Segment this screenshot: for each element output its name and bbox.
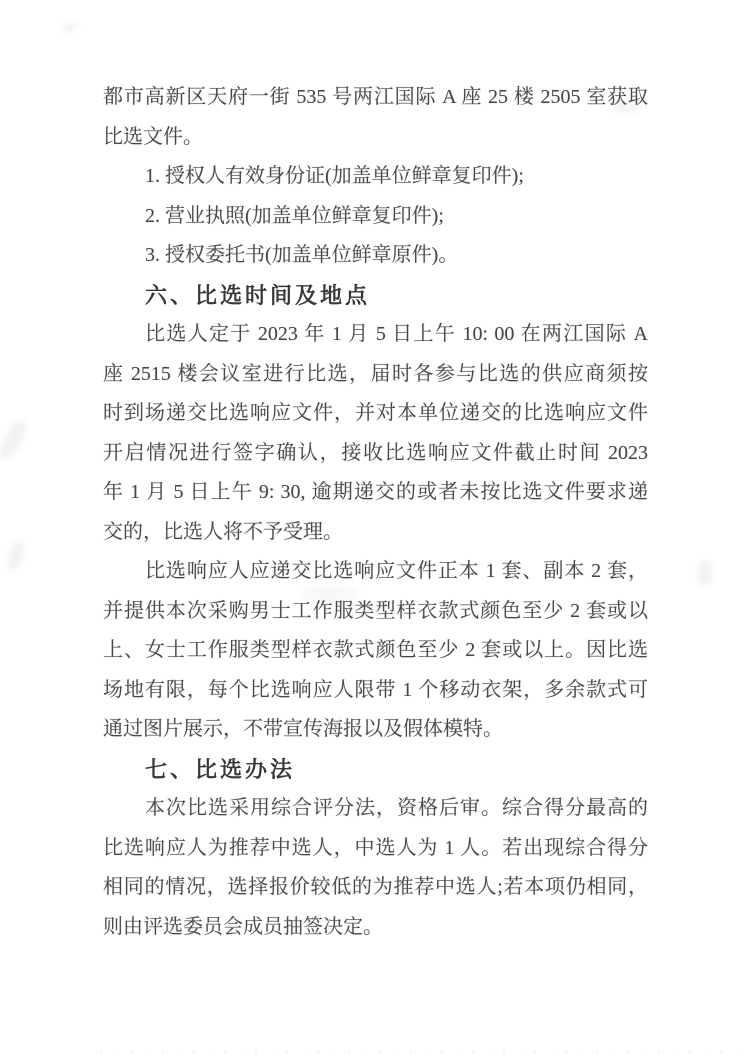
scan-edge-artifact [100,1050,740,1053]
scan-artifact [61,22,78,33]
document-line: 并提供本次采购男士工作服类型样衣款式颜色至少 2 套或以 [103,599,648,622]
document-line: 上、女士工作服类型样衣款式颜色至少 2 套或以上。因比选 [103,639,648,661]
scan-artifact [4,539,26,573]
scan-artifact [698,560,712,586]
document-line: 交的，比选人将不予受理。 [103,520,343,543]
document-line-address: 都市高新区天府一街 535 号两江国际 A 座 25 楼 2505 室获取 [103,86,648,108]
document-line: 开启情况进行签字确认，接收比选响应文件截止时间 2023 [103,441,648,464]
document-line: 比选响应人为推荐中选人，中选人为 1 人。若出现综合得分 [103,836,648,859]
document-line: 比选人定于 2023 年 1 月 5 日上午 10: 00 在两江国际 A [145,323,648,345]
list-item-3: 3. 授权委托书(加盖单位鲜章原件)。 [145,244,459,266]
document-line: 则由评选委员会成员抽签决定。 [103,915,383,938]
section-heading-6: 六、比选时间及地点 [145,282,371,308]
document-line: 本次比选采用综合评分法，资格后审。综合得分最高的 [145,797,648,819]
document-line: 座 2515 楼会议室进行比选，届时各参与比选的供应商须按 [103,362,648,385]
document-line: 年 1 月 5 日上午 9: 30, 逾期递交的或者未按比选文件要求递 [103,481,648,503]
section-heading-7: 七、比选办法 [145,756,296,782]
document-line: 通过图片展示，不带宣传海报以及假体模特。 [103,718,503,740]
document-line: 相同的情况，选择报价较低的为推荐中选人;若本项仍相同， [103,876,648,898]
document-line: 时到场递交比选响应文件，并对本单位递交的比选响应文件 [103,402,648,424]
scan-artifact [0,417,30,463]
document-content [103,78,648,947]
document-line: 比选响应人应递交比选响应文件正本 1 套、副本 2 套， [145,560,648,582]
list-item-1: 1. 授权人有效身份证(加盖单位鲜章复印件); [145,165,524,187]
document-line: 比选文件。 [103,125,203,148]
document-line: 场地有限，每个比选响应人限带 1 个移动衣架，多余款式可 [103,678,648,701]
list-item-2: 2. 营业执照(加盖单位鲜章复印件); [145,204,444,227]
